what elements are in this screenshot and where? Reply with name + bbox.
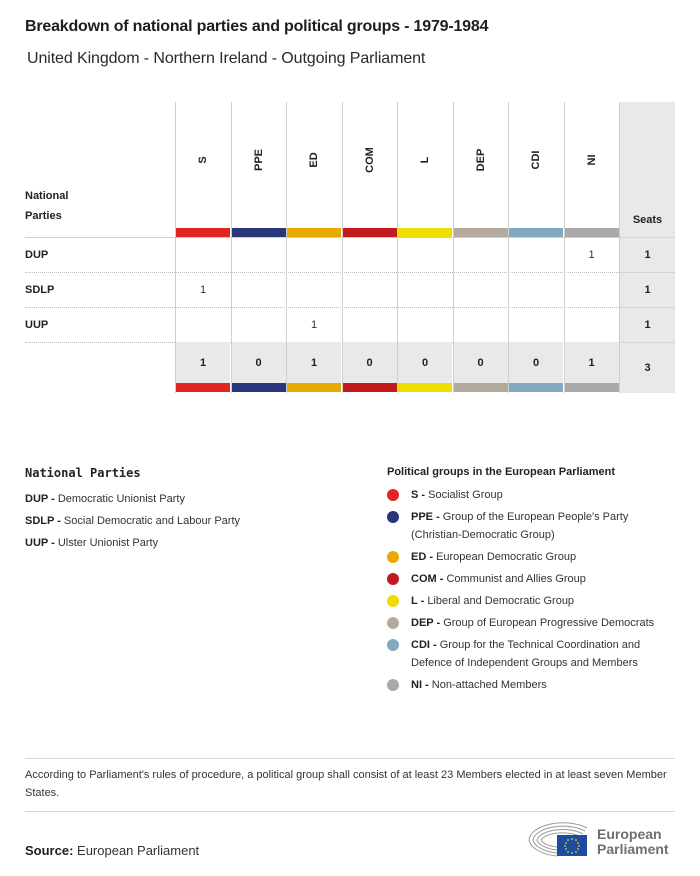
group-color-dot-icon xyxy=(387,639,399,651)
legend-item-cdi xyxy=(387,636,677,672)
group-color-bar xyxy=(454,228,508,237)
european-parliament-logo xyxy=(527,820,677,860)
column-header xyxy=(343,102,397,228)
column-header-label: NI xyxy=(585,154,598,166)
legend-item-com xyxy=(387,570,677,588)
group-color-bar xyxy=(232,228,286,237)
table-cell xyxy=(343,237,397,272)
table-cell xyxy=(287,237,341,272)
legend-name: Group of European Progressive Democrats xyxy=(443,617,655,629)
legend-code: DEP - xyxy=(411,617,441,629)
legend-item-dup xyxy=(25,488,240,510)
table-cell xyxy=(454,307,508,342)
column-total: 0 xyxy=(232,342,286,383)
legend-item-l xyxy=(387,592,677,610)
source-line xyxy=(25,843,199,858)
legend-item-sdlp xyxy=(25,510,240,532)
legend-code: S - xyxy=(411,489,426,501)
table-cell xyxy=(509,307,563,342)
column-s xyxy=(175,102,230,393)
legend-item-uup xyxy=(25,532,240,554)
column-header-label: CDI xyxy=(530,150,542,170)
legend-item-dep xyxy=(387,614,677,632)
table-cell xyxy=(398,237,452,272)
group-color-dot-icon xyxy=(387,489,399,501)
table-cell xyxy=(509,272,563,307)
legend-name: Ulster Unionist Party xyxy=(57,537,159,549)
group-color-bar xyxy=(343,383,397,392)
column-ed xyxy=(286,102,341,393)
table-cell: 1 xyxy=(588,248,595,261)
seats-header: Seats xyxy=(632,214,663,226)
legend-code: NI - xyxy=(411,679,429,691)
group-color-dot-icon xyxy=(387,551,399,563)
legend-code: L - xyxy=(411,595,425,607)
column-header-label: L xyxy=(419,156,431,164)
group-color-dot-icon xyxy=(387,679,399,691)
column-total: 0 xyxy=(343,342,397,383)
seats-column xyxy=(619,102,675,393)
column-l xyxy=(397,102,452,393)
group-color-bar xyxy=(287,228,341,237)
column-header-label: DEP xyxy=(474,148,487,172)
table-cell: 1 xyxy=(310,318,318,331)
seats-cell-sdlp: 1 xyxy=(620,272,675,307)
column-header-label: S xyxy=(197,156,209,164)
group-color-dot-icon xyxy=(387,617,399,629)
column-total: 0 xyxy=(454,342,508,383)
group-color-bar xyxy=(509,228,563,237)
legend-code: SDLP - xyxy=(25,515,61,527)
legend-name: Social Democratic and Labour Party xyxy=(63,515,241,527)
legend-code: ED - xyxy=(411,551,433,563)
group-color-bar xyxy=(176,383,230,392)
seats-cell-dup: 1 xyxy=(620,237,675,272)
table-cell xyxy=(287,272,341,307)
legend-item-ppe xyxy=(387,508,677,544)
seats-total: 3 xyxy=(620,342,675,393)
table-cell xyxy=(176,237,230,272)
group-color-bar xyxy=(232,383,286,392)
legend-name: European Democratic Group xyxy=(436,551,577,563)
national-parties-heading: National Parties xyxy=(25,466,141,480)
column-total: 0 xyxy=(509,342,563,383)
row-label-uup: UUP xyxy=(25,318,49,331)
table-cell xyxy=(454,237,508,272)
row-label-sdlp: SDLP xyxy=(25,283,55,296)
row-header-line1: National xyxy=(25,190,69,202)
column-total: 1 xyxy=(565,342,619,383)
legend-name: Communist and Allies Group xyxy=(446,573,586,585)
column-total: 0 xyxy=(398,342,452,383)
note-divider-bottom xyxy=(25,811,675,812)
group-color-bar xyxy=(176,228,230,237)
table-cell xyxy=(232,307,286,342)
legend-name: Group of the European People's Party (Christian-Democratic Group) xyxy=(411,511,629,541)
table-cell xyxy=(509,237,563,272)
table-cell xyxy=(398,272,452,307)
column-ni xyxy=(564,102,619,393)
group-color-dot-icon xyxy=(387,595,399,607)
column-dep xyxy=(453,102,508,393)
logo-text xyxy=(597,827,669,857)
seats-cell-uup: 1 xyxy=(620,307,675,342)
legend-name: Socialist Group xyxy=(428,489,503,501)
column-header xyxy=(287,102,341,228)
chart-title: Breakdown of national parties and political groups - 1979-1984 xyxy=(25,18,489,35)
group-color-bar xyxy=(398,383,452,392)
table-cell xyxy=(343,272,397,307)
column-header xyxy=(509,102,563,228)
column-header xyxy=(398,102,452,228)
breakdown-table xyxy=(25,102,675,393)
logo-line1: European xyxy=(597,826,662,842)
group-color-dot-icon xyxy=(387,511,399,523)
column-header-label: COM xyxy=(363,147,376,173)
legend-code: CDI - xyxy=(411,639,437,651)
column-total: 1 xyxy=(176,342,230,383)
group-color-dot-icon xyxy=(387,573,399,585)
group-color-bar xyxy=(454,383,508,392)
column-header-label: ED xyxy=(308,152,320,168)
table-cell xyxy=(565,272,619,307)
group-color-bar xyxy=(509,383,563,392)
group-color-bar xyxy=(398,228,452,237)
row-header-label xyxy=(25,186,68,226)
column-cdi xyxy=(508,102,563,393)
source-label: Source: xyxy=(25,843,74,858)
table-cell xyxy=(398,307,452,342)
chart-subtitle: United Kingdom - Northern Ireland - Outgoing Parliament xyxy=(27,50,426,67)
political-groups-heading: Political groups in the European Parliament xyxy=(387,466,615,478)
legend-name: Group for the Technical Coordination and Defence of Independent Groups and Members xyxy=(411,639,641,669)
table-cell xyxy=(343,307,397,342)
legend-name: Liberal and Democratic Group xyxy=(427,595,575,607)
table-cell xyxy=(232,237,286,272)
column-total: 1 xyxy=(287,342,341,383)
group-color-bar xyxy=(343,228,397,237)
table-cell: 1 xyxy=(199,283,207,296)
column-header xyxy=(454,102,508,228)
legend-item-s xyxy=(387,486,677,504)
note-divider-top xyxy=(25,758,675,759)
group-color-bar xyxy=(565,228,619,237)
national-parties-legend xyxy=(25,466,240,554)
legend-code: PPE - xyxy=(411,511,440,523)
table-cell xyxy=(232,272,286,307)
column-header xyxy=(565,102,619,228)
source-value: European Parliament xyxy=(77,843,200,858)
logo-line2: Parliament xyxy=(597,841,669,857)
group-color-bar xyxy=(287,383,341,392)
table-cell xyxy=(565,307,619,342)
legend-item-ni xyxy=(387,676,677,694)
column-com xyxy=(342,102,397,393)
group-color-bar xyxy=(565,383,619,392)
legend-code: COM - xyxy=(411,573,444,585)
column-header xyxy=(176,102,230,228)
political-groups-legend xyxy=(387,466,677,698)
legend-item-ed xyxy=(387,548,677,566)
legend-name: Democratic Unionist Party xyxy=(57,493,185,505)
table-cell xyxy=(176,307,230,342)
hemicycle-icon xyxy=(527,820,593,860)
column-header-label: PPE xyxy=(252,148,265,172)
column-header xyxy=(232,102,286,228)
legend-name: Non-attached Members xyxy=(431,679,547,691)
row-label-dup: DUP xyxy=(25,248,49,261)
legend-code: UUP - xyxy=(25,537,55,549)
table-cell xyxy=(454,272,508,307)
row-header-line2: Parties xyxy=(25,210,62,222)
legend-code: DUP - xyxy=(25,493,55,505)
column-ppe xyxy=(231,102,286,393)
rules-note: According to Parliament's rules of procedure, a political group shall consist of at least 23 Members elected in at least seven Member States. xyxy=(25,769,667,799)
